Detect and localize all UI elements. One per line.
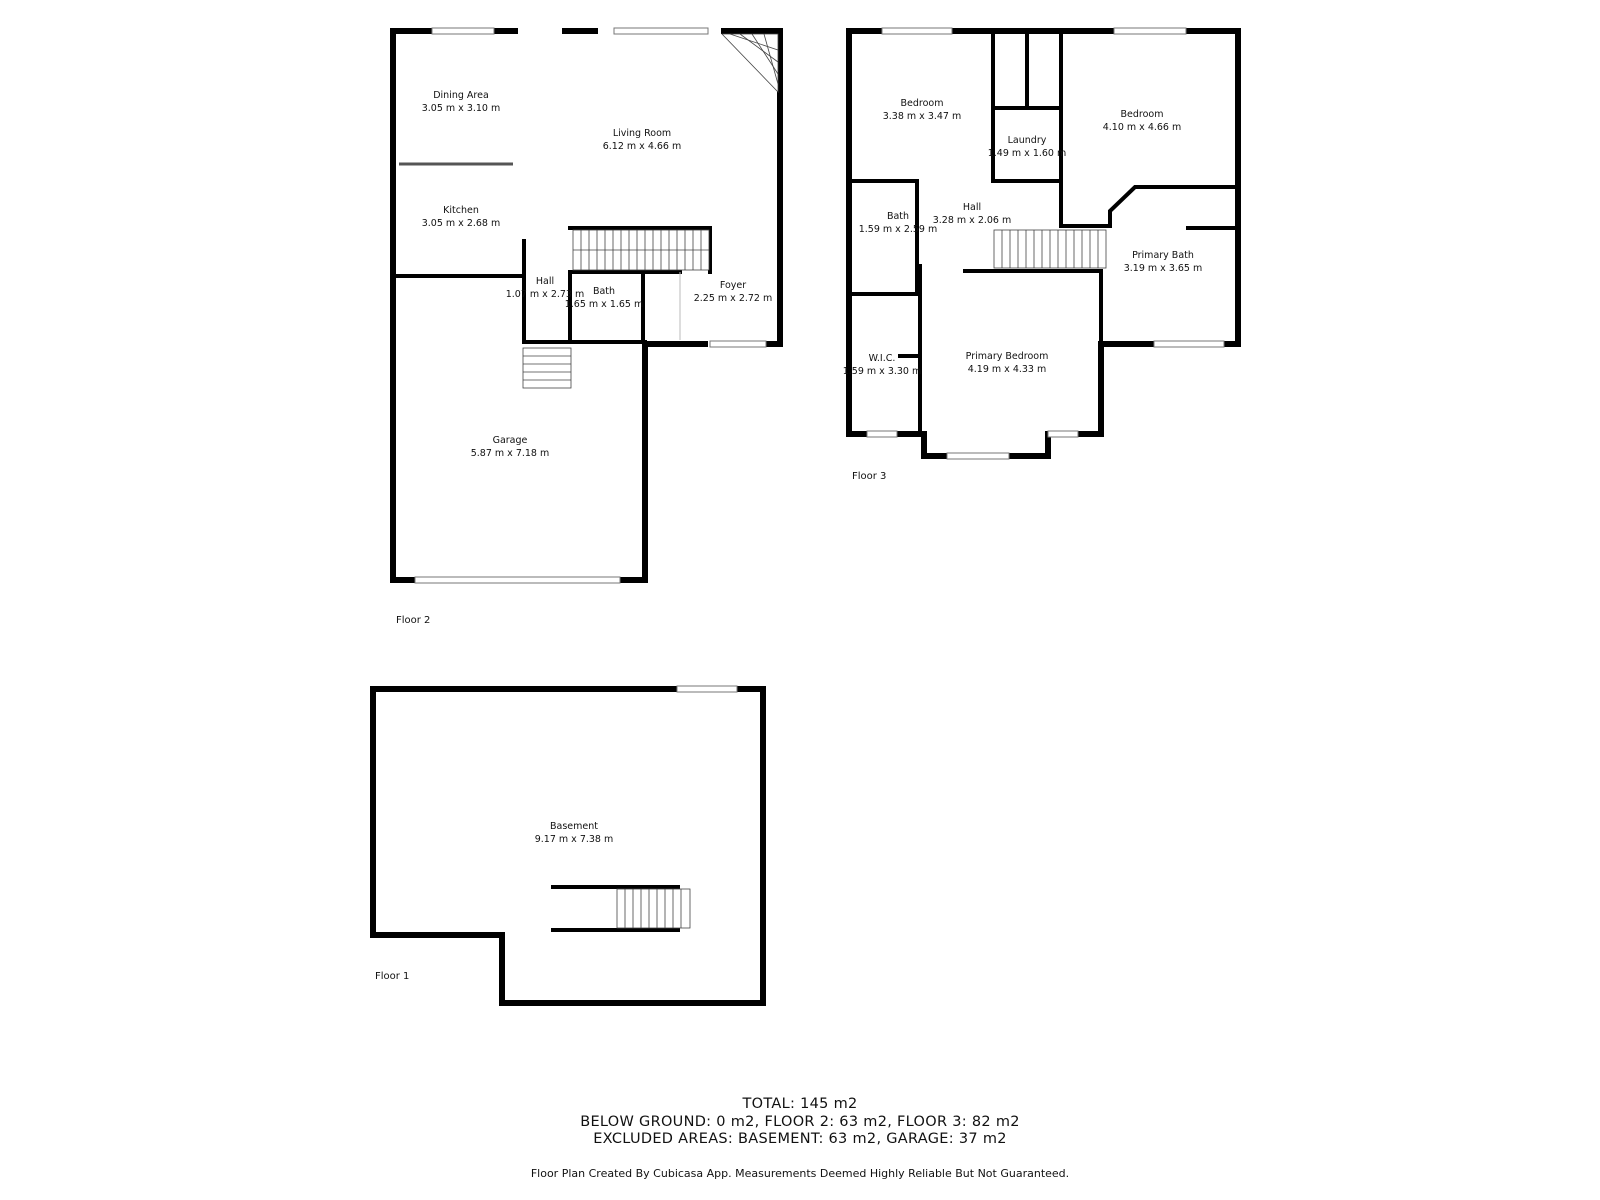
window xyxy=(614,28,708,34)
room-name-kitchen: Kitchen xyxy=(443,205,479,216)
room-name-foyer: Foyer xyxy=(719,280,747,291)
staircase xyxy=(617,889,690,928)
room-dims-bedroom-2: 4.10 m x 4.66 m xyxy=(1102,122,1182,133)
floor-2-label: Floor 2 xyxy=(396,615,431,626)
summary-below-ground: BELOW GROUND: 0 m2, FLOOR 2: 63 m2, FLOOR 3: 82 m2 xyxy=(580,1113,1020,1130)
room-name-laundry: Laundry xyxy=(1007,135,1047,146)
summary-total: TOTAL: 145 m2 xyxy=(742,1096,858,1112)
staircase xyxy=(573,230,709,270)
floor-1-plan xyxy=(373,686,763,1003)
room-dims-primary-bath: 3.19 m x 3.65 m xyxy=(1123,263,1203,274)
room-dims-dining: 3.05 m x 3.10 m xyxy=(421,103,501,114)
room-name-primary-bath: Primary Bath xyxy=(1132,250,1194,261)
summary-excluded: EXCLUDED AREAS: BASEMENT: 63 m2, GARAGE: 37 m2 xyxy=(593,1131,1007,1147)
window xyxy=(677,686,737,692)
credit-text: Floor Plan Created By Cubicasa App. Measurements Deemed Highly Reliable But Not Guaranteed. xyxy=(530,1166,1070,1180)
room-dims-bath: 1.65 m x 1.65 m xyxy=(564,299,644,310)
room-name-bedroom-2: Bedroom xyxy=(1120,109,1164,120)
room-name-hall-3: Hall xyxy=(962,202,982,213)
room-dims-foyer: 2.25 m x 2.72 m xyxy=(693,293,773,304)
floor-3-label: Floor 3 xyxy=(852,471,887,482)
room-name-dining: Dining Area xyxy=(433,90,489,101)
window xyxy=(710,341,766,347)
room-dims-hall-3: 3.28 m x 2.06 m xyxy=(932,215,1012,226)
room-dims-primary-bedroom: 4.19 m x 4.33 m xyxy=(967,364,1047,375)
window xyxy=(1048,431,1078,437)
staircase xyxy=(523,348,571,388)
room-dims-hall: 1.07 m x 2.73 m xyxy=(505,289,585,300)
window xyxy=(432,28,494,34)
room-name-wic: W.I.C. xyxy=(868,353,896,364)
window xyxy=(867,431,897,437)
room-name-bedroom-1: Bedroom xyxy=(900,98,944,109)
room-name-living: Living Room xyxy=(612,128,672,139)
staircase xyxy=(994,230,1106,268)
window xyxy=(882,28,952,34)
room-dims-kitchen: 3.05 m x 2.68 m xyxy=(421,218,501,229)
window xyxy=(1114,28,1186,34)
floor-1-label: Floor 1 xyxy=(375,971,410,982)
floor-3-plan xyxy=(843,28,1238,482)
room-name-garage: Garage xyxy=(492,435,528,446)
room-name-bath-3: Bath xyxy=(886,211,910,222)
room-dims-bath-3: 1.59 m x 2.59 m xyxy=(858,224,938,235)
room-name-hall: Hall xyxy=(535,276,555,287)
room-name-basement: Basement xyxy=(550,821,598,832)
floor-2-plan xyxy=(393,28,780,626)
room-dims-bedroom-1: 3.38 m x 3.47 m xyxy=(882,111,962,122)
room-dims-living: 6.12 m x 4.66 m xyxy=(602,141,682,152)
staircase xyxy=(722,34,778,92)
room-dims-garage: 5.87 m x 7.18 m xyxy=(470,448,550,459)
window xyxy=(947,453,1009,459)
room-dims-laundry: 1.49 m x 1.60 m xyxy=(987,148,1067,159)
room-dims-basement: 9.17 m x 7.38 m xyxy=(534,834,614,845)
garage-door xyxy=(415,577,620,583)
window xyxy=(1154,341,1224,347)
room-name-bath: Bath xyxy=(592,286,616,297)
room-dims-wic: 1.59 m x 3.30 m xyxy=(842,366,922,377)
area-summary xyxy=(0,1096,1600,1180)
room-name-primary-bedroom: Primary Bedroom xyxy=(965,351,1049,362)
